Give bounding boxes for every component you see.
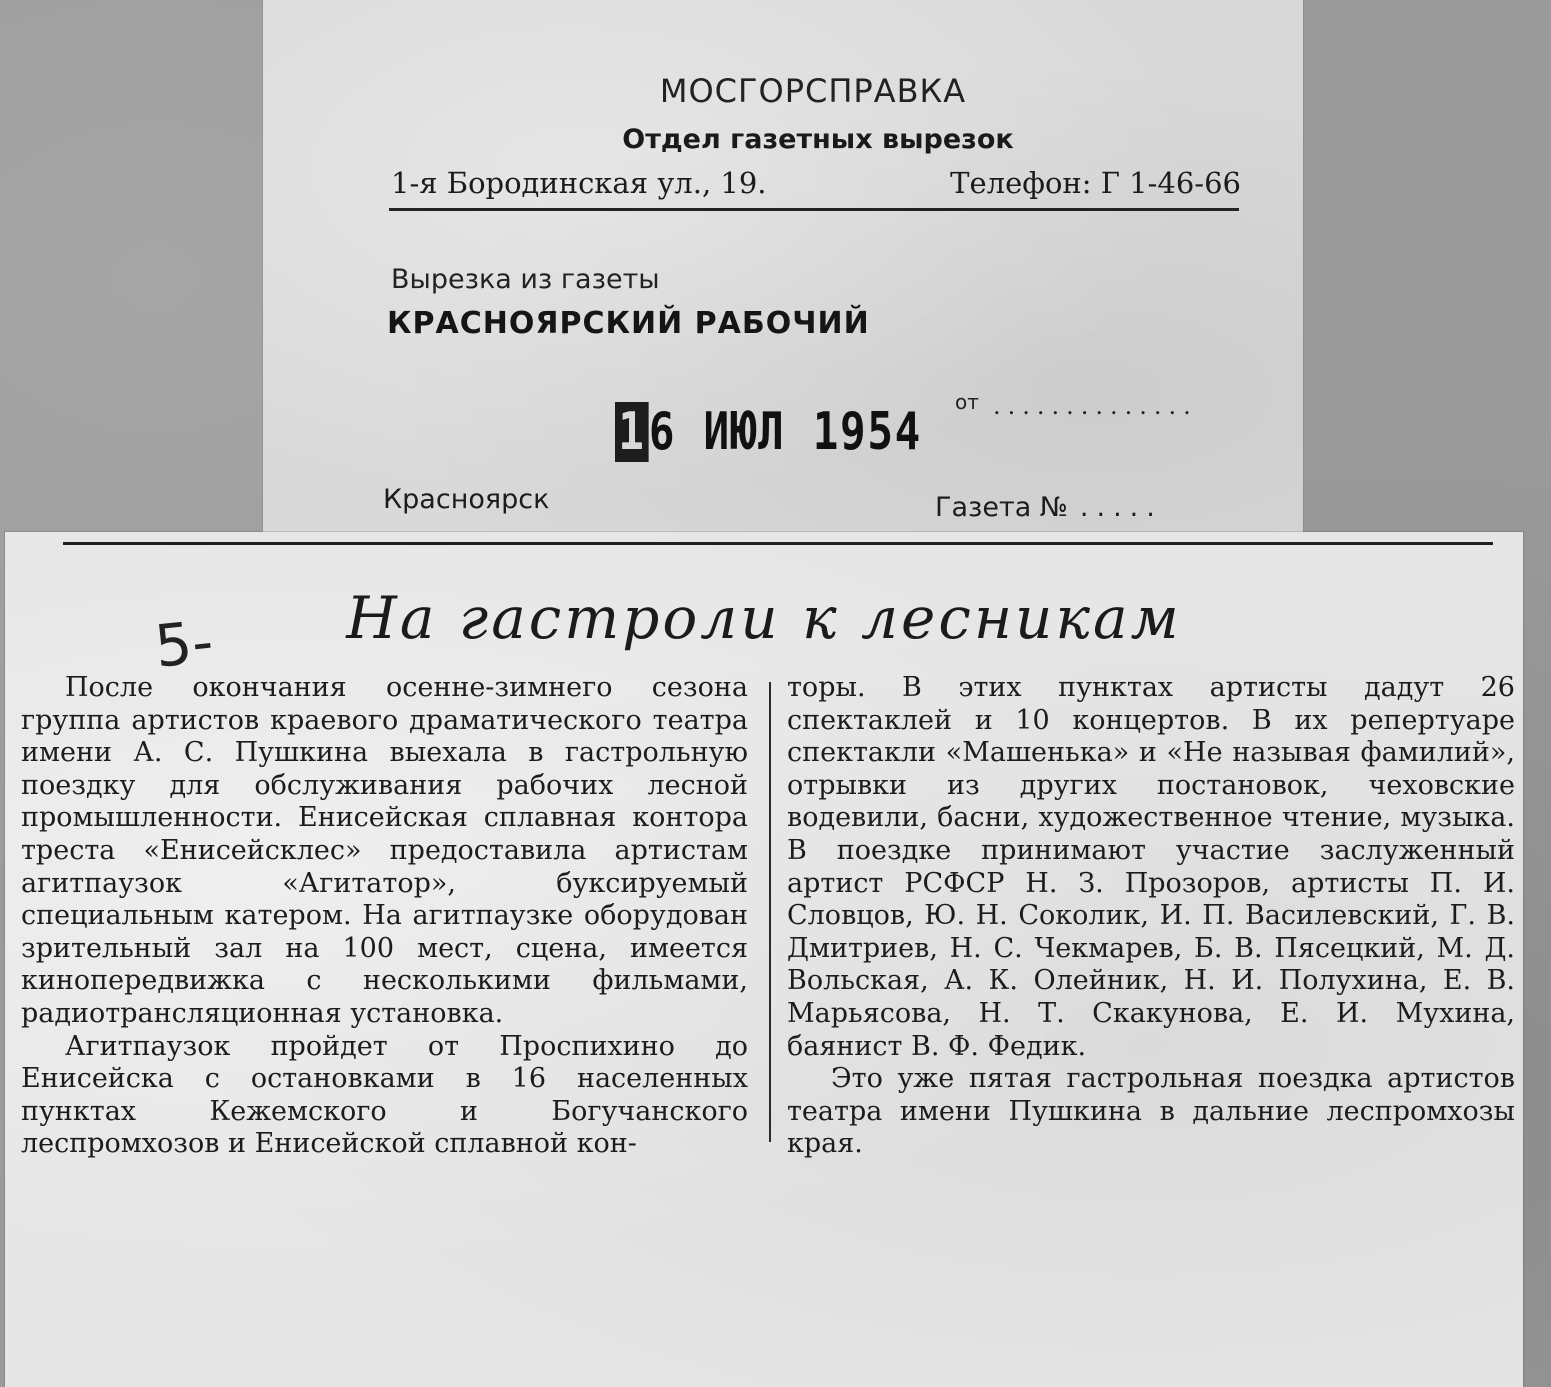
article-paragraph: Агитпаузок пройдет от Проспихино до Енисейска с остановками в 16 населенных пунктах Кежемского и Богучанского леспромхозов и Енисейской сплавной кон- [21,1030,748,1160]
header-divider [389,208,1239,211]
clipping-service-header-slip [263,0,1303,560]
date-stamp-first-digit: 1 [615,402,649,462]
article-left-column [21,672,748,1161]
issue-dots: ..... [1079,492,1163,523]
article-right-column [787,672,1515,1161]
clip-from-label: Вырезка из газеты [391,264,660,295]
article-title: На гастроли к лесникам [346,584,1182,652]
phone: Телефон: Г 1-46-66 [950,166,1241,200]
clipping-top-rule [63,542,1493,545]
column-divider [769,682,771,1142]
article-paragraph: Это уже пятая гастрольная поездка артистов театра имени Пушкина в дальние леспромхозы края. [787,1063,1515,1160]
address: 1-я Бородинская ул., 19. [391,166,767,200]
address-row [391,166,1241,200]
date-from-dots: .............. [993,392,1198,420]
newspaper-name: КРАСНОЯРСКИЙ РАБОЧИЙ [387,306,870,341]
issue-label: Газета № [935,492,1068,523]
date-stamp [615,402,922,462]
date-from-label: от [955,390,979,414]
date-stamp-rest: 6 ИЮЛ 1954 [648,402,923,462]
department-name: Отдел газетных вырезок [622,124,1014,155]
city: Красноярск [383,484,550,515]
article-paragraph: После окончания осенне-зимнего сезона группа артистов краевого драматического театра имени А. С. Пушкина выехала в гастрольную поездку для обслуживания рабочих лесной промышленности. Енисейская сплавная контора треста «Енисейсклес» предоставила артистам агитпаузок «Агитатор», буксируемый специальным катером. На агитпаузке оборудован зрительный зал на 100 мест, сцена, имеется кинопередвижка с несколькими фильмами, радиотрансляционная установка. [21,672,748,1029]
newspaper-clipping [5,532,1523,1387]
pencil-mark: 5- [151,607,217,681]
agency-name: МОСГОРСПРАВКА [659,72,967,110]
issue-number-row [935,492,1163,523]
article-paragraph: торы. В этих пунктах артисты дадут 26 спектаклей и 10 концертов. В их репертуаре спектакли «Машенька» и «Не называя фамилий», отрывки из других постановок, чеховские водевили, басни, художественное чтение, музыка. В поездке принимают участие заслуженный артист РСФСР Н. З. Прозоров, артисты П. И. Словцов, Ю. Н. Соколик, И. П. Василевский, Г. В. Дмитриев, Н. С. Чекмарев, Б. В. Пясецкий, М. Д. Вольская, А. К. Олейник, Н. И. Полухина, Е. В. Марьясова, Н. Т. Скакунова, Е. И. Мухина, баянист В. Ф. Федик. [787,672,1515,1062]
